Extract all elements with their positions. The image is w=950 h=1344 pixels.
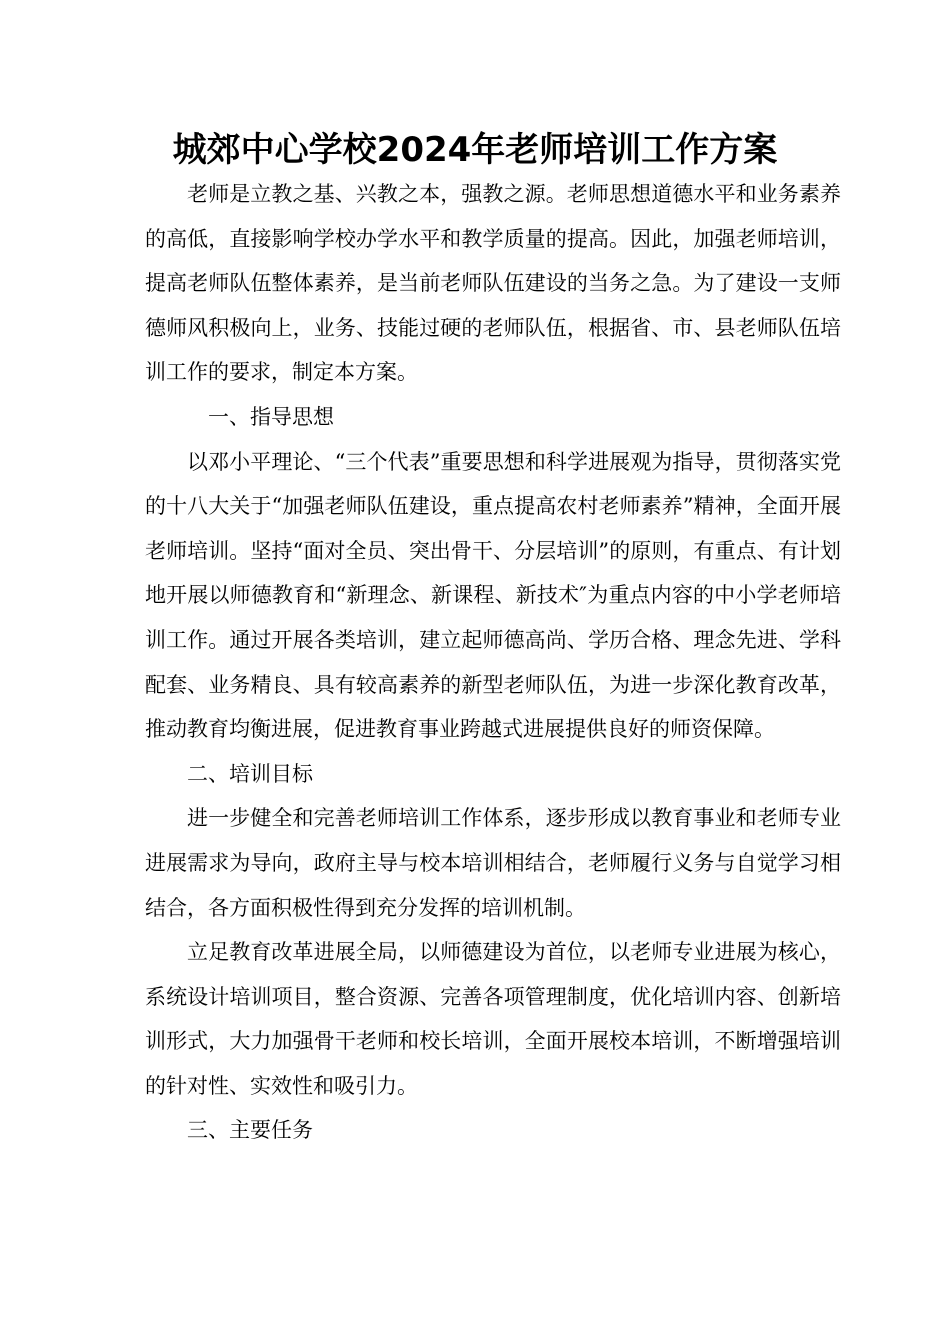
training-goals-paragraph-1: 进一步健全和完善老师培训工作体系，逐步形成以教育事业和老师专业进展需求为导向，政府主导与校本培训相结合，老师履行义务与自觉学习相结合，各方面积极性得到充分发挥的培训机制。 — [145, 806, 841, 920]
section-heading-training-goals: 二、培训目标 — [187, 761, 313, 786]
document-title: 城郊中心学校2024年老师培训工作方案 — [172, 130, 778, 170]
intro-paragraph: 老师是立教之基、兴教之本，强教之源。老师思想道德水平和业务素养的高低，直接影响学校办学水平和教学质量的提高。因此，加强老师培训，提高老师队伍整体素养，是当前老师队伍建设的当务之急。为了建设一支师德师风积极向上，业务、技能过硬的老师队伍，根据省、市、县老师队伍培训工作的要求，制定本方案。 — [145, 182, 841, 385]
section-heading-guiding-ideology: 一、指导思想 — [208, 404, 334, 429]
document-body — [145, 172, 841, 1153]
guiding-ideology-paragraph: 以邓小平理论、“三个代表”重要思想和科学进展观为指导，贯彻落实党的十八大关于“加强老师队伍建设，重点提高农村老师素养”精神，全面开展老师培训。坚持“面对全员、突出骨干、分层培训”的原则，有重点、有计划地开展以师德教育和“新理念、新课程、新技术″为重点内容的中小学老师培训工作。通过开展各类培训，建立起师德高尚、学历合格、理念先进、学科配套、业务精良、具有较高素养的新型老师队伍，为进一步深化教育改革，推动教育均衡进展，促进教育事业跨越式进展提供良好的师资保障。 — [145, 449, 841, 742]
training-goals-paragraph-2: 立足教育改革进展全局，以师德建设为首位，以老师专业进展为核心，系统设计培训项目，整合资源、完善各项管理制度，优化培训内容、创新培训形式，大力加强骨干老师和校长培训，全面开展校本培训，不断增强培训的针对性、实效性和吸引力。 — [145, 940, 841, 1098]
section-heading-main-tasks: 三、主要任务 — [187, 1118, 313, 1143]
